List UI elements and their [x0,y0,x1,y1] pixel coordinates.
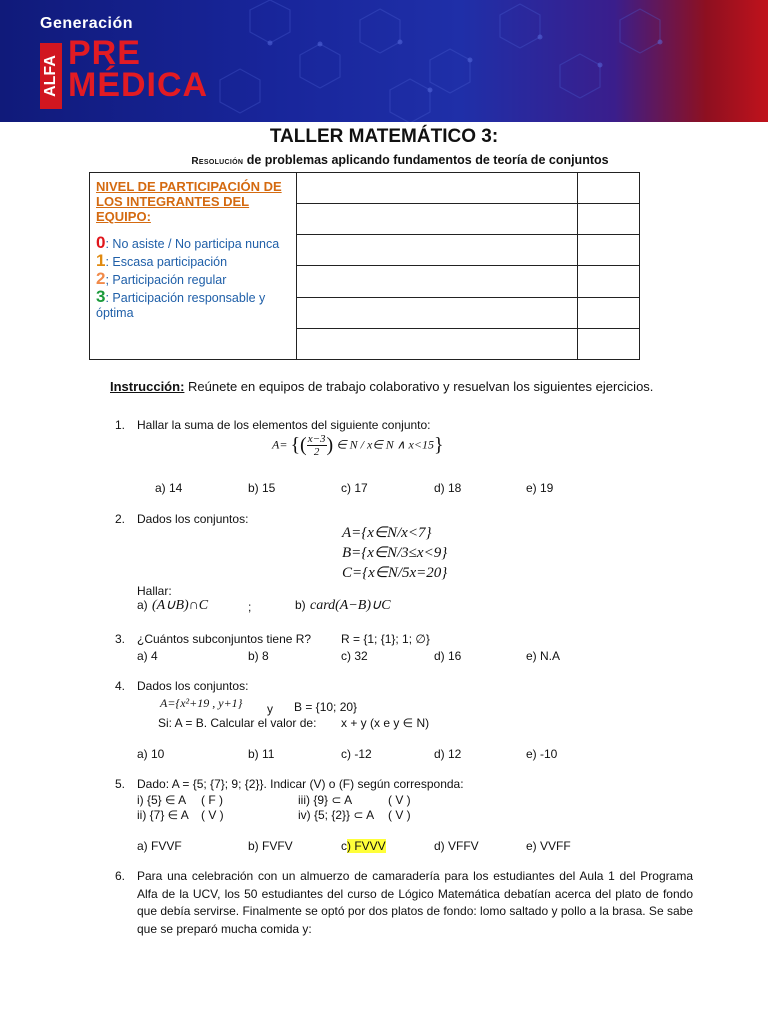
q6-number: 6. [115,869,126,883]
q2-part-separator: ; [248,600,252,614]
q2-set-c: C={x∈N/5x=20} [342,565,448,581]
q5-option-d[interactable]: d) VFFV [434,839,479,853]
q4-option-d[interactable]: d) 12 [434,747,462,761]
q3-option-b[interactable]: b) 8 [248,649,269,663]
q2-part-b-label: b) [295,598,306,612]
q5-option-c[interactable]: c) FVVV [341,839,386,853]
q5-number: 5. [115,777,126,791]
q5-option-e[interactable]: e) VVFF [526,839,571,853]
instruction [110,379,653,394]
legend-num-3: 3 [96,287,106,306]
q6-text: Para una celebración con un almuerzo de camaradería para los estudiantes del Aula 1 del Programa Alfa de la UCV, los 50 estudiantes del curso de Lógico Matemática debatían acerca del plato de fondo que debía servirse. Finalmente se optó por dos platos de fondo: lomo saltado y pollo a la brasa. Se sabe que se preparó mucha comida y: [137,869,693,936]
q2-part-a-label: a) [137,598,148,612]
member-score-cell[interactable] [577,235,639,266]
member-name-cell[interactable] [297,297,577,328]
subtitle-smallcaps: Resolución [191,156,244,167]
page-title: TALLER MATEMÁTICO 3: [269,126,499,147]
q4-set-b: B = {10; 20} [294,700,358,714]
q5-mark-iv: ( V ) [388,808,411,822]
q3-option-a[interactable]: a) 4 [137,649,158,663]
q5-option-c-highlight: ) FVVV [347,839,386,853]
instruction-text: Reúnete en equipos de trabajo colaborativo y resuelvan los siguientes ejercicios. [184,379,654,394]
q4-condition: Si: A = B. Calcular el valor de: [158,716,317,730]
brand-logo [40,15,209,104]
q1-frac-den: 2 [313,446,320,458]
q3-option-c[interactable]: c) 32 [341,649,368,663]
participation-table [89,172,640,360]
q1-option-d[interactable]: d) 18 [434,481,462,495]
q5-option-b[interactable]: b) FVFV [248,839,293,853]
q2-part-a-expr: (A∪B)∩C [152,598,209,613]
q4-option-e[interactable]: e) -10 [526,747,558,761]
q1-frac-num: x−3 [307,433,326,445]
legend-level-3: 3: Participación responsable y óptima [96,287,266,320]
q5-mark-iii: ( V ) [388,793,411,807]
q2-set-a: A={x∈N/x<7} [342,525,432,541]
brand-top-text: Generación [40,15,134,32]
q1-formula: A= {( $\frac{x-3}{2}$ ) ∈ N / x∈ N ∧ x<15} [272,433,444,458]
q1-number: 1. [115,418,126,432]
q1-option-a[interactable]: a) 14 [155,481,183,495]
member-score-cell[interactable] [577,266,639,297]
q2-number: 2. [115,512,126,526]
q2-hallar: Hallar: [137,584,172,598]
q4-option-b[interactable]: b) 11 [248,747,275,761]
legend-num-0: 0 [96,233,106,252]
q5-statement-iv: iv) {5; {2}} ⊂ A [298,808,375,822]
brand-side-block [40,43,62,109]
member-score-cell[interactable] [577,297,639,328]
legend-num-1: 1 [96,251,106,270]
q5-statement-i: i) {5} ∈ A [137,793,187,807]
header-banner [0,0,768,122]
q5-mark-i: ( F ) [201,793,223,807]
q5-option-a[interactable]: a) FVVF [137,839,182,853]
q3-text: ¿Cuántos subconjuntos tiene R? [137,632,312,646]
member-name-cell[interactable] [297,204,577,235]
brand-pre-text: PRE [68,34,141,72]
q3-set: R = {1; {1}; 1; ∅} [341,632,430,646]
member-name-cell[interactable] [297,173,577,204]
q2-part-b-expr: card(A−B)∪C [310,598,391,613]
q5-statement-ii: ii) {7} ∈ A [137,808,189,822]
q5-mark-ii: ( V ) [201,808,224,822]
legend-text-2: Participación regular [112,273,227,287]
legend-level-1: 1: Escasa participación [96,251,228,270]
brand-side-text: ALFA [42,55,59,97]
q1-option-e[interactable]: e) 19 [526,481,554,495]
q4-set-a: A={x²+19 , y+1} [160,696,243,710]
member-name-cell[interactable] [297,328,577,359]
q4-y: y [267,702,273,716]
subtitle-rest: de problemas aplicando fundamentos de teoría de conjuntos [243,153,609,167]
q1-option-c[interactable]: c) 17 [341,481,368,495]
member-score-cell[interactable] [577,204,639,235]
q4-option-c[interactable]: c) -12 [341,747,372,761]
brand-med-text: MÉDICA [68,66,209,104]
legend-level-2: 2; Participación regular [96,269,227,288]
legend-heading: NIVEL DE PARTICIPACIÓN DE LOS INTEGRANTES DEL EQUIPO: [96,179,282,224]
page-subtitle [0,153,768,167]
q3-option-d[interactable]: d) 16 [434,649,462,663]
q5-statement-iii: iii) {9} ⊂ A [298,793,353,807]
member-name-cell[interactable] [297,266,577,297]
q4-text: Dados los conjuntos: [137,679,249,693]
q1-formula-rhs: ∈ N / x∈ N ∧ x<15 [336,437,434,452]
legend-text-1: Escasa participación [112,255,228,269]
q3-number: 3. [115,632,126,646]
legend-text-3: Participación responsable y óptima [96,291,266,320]
legend-text-0: No asiste / No participa nunca [112,237,280,251]
q4-number: 4. [115,679,126,693]
member-score-cell[interactable] [577,328,639,359]
q1-text: Hallar la suma de los elementos del siguiente conjunto: [137,418,431,432]
q3-option-e[interactable]: e) N.A [526,649,561,663]
legend-level-0: 0: No asiste / No participa nunca [96,233,280,252]
q4-option-a[interactable]: a) 10 [137,747,165,761]
instruction-label: Instrucción: [110,379,185,394]
q1-option-b[interactable]: b) 15 [248,481,276,495]
q2-text: Dados los conjuntos: [137,512,249,526]
legend-num-2: 2 [96,269,106,288]
q2-set-b: B={x∈N/3≤x<9} [342,545,448,561]
q2-sets [342,523,447,583]
member-score-cell[interactable] [577,173,639,204]
q4-expression: x + y (x e y ∈ N) [341,716,430,730]
member-name-cell[interactable] [297,235,577,266]
q5-text: Dado: A = {5; {7}; 9; {2}}. Indicar (V) o (F) según corresponda: [137,777,464,791]
participation-legend [90,173,297,360]
